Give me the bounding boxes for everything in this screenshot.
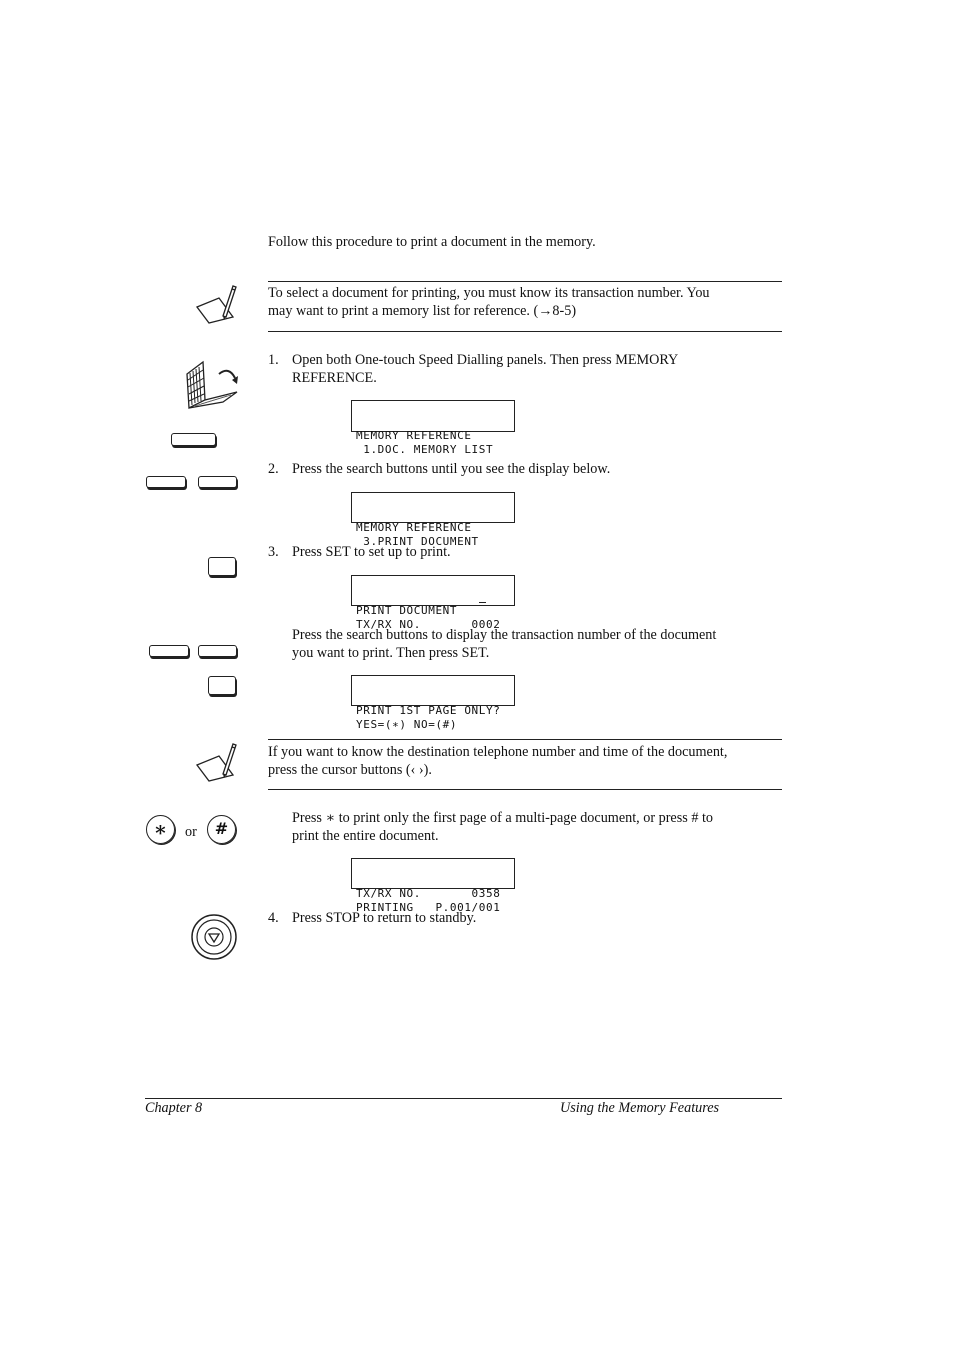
step3-sub-line1: Press the search buttons to display the transaction number of the document bbox=[292, 627, 717, 643]
lcd3-line1: PRINT DOCUMENT bbox=[356, 604, 458, 617]
or-label: or bbox=[185, 824, 197, 840]
step3-sub-text bbox=[292, 627, 782, 662]
step3-sub-line2: you want to print. Then press SET. bbox=[292, 644, 490, 661]
search-left-button-2 bbox=[149, 645, 189, 657]
step1-text bbox=[292, 352, 782, 387]
lcd4-line1: PRINT 1ST PAGE ONLY? bbox=[356, 704, 501, 717]
note1-text bbox=[268, 285, 782, 320]
step1-line2: REFERENCE. bbox=[292, 369, 377, 386]
lcd-display-1 bbox=[351, 400, 515, 456]
set-button-2 bbox=[208, 676, 236, 695]
lcd-display-4 bbox=[351, 675, 515, 731]
lcd2-line1: MEMORY REFERENCE bbox=[356, 521, 472, 534]
intro-text: Follow this procedure to print a document in the memory. bbox=[268, 234, 596, 250]
pencil-note-icon bbox=[193, 283, 239, 328]
note-top-rule bbox=[268, 281, 782, 282]
step1-line1: Open both One-touch Speed Dialling panels. Then press MEMORY bbox=[292, 352, 679, 368]
note1-line1: To select a document for printing, you must know its transaction number. You bbox=[268, 285, 710, 301]
search-right-button-2 bbox=[198, 645, 237, 657]
note2-bottom-rule bbox=[268, 789, 782, 790]
step3-number: 3. bbox=[268, 544, 279, 560]
stop-button-icon bbox=[191, 914, 239, 967]
lcd-display-3 bbox=[351, 575, 515, 631]
note2-line2: press the cursor buttons (‹ ›). bbox=[268, 761, 432, 778]
lcd3-line2: TX/RX NO. 0002 bbox=[356, 617, 501, 631]
set-button bbox=[208, 557, 236, 576]
memory-reference-button bbox=[171, 433, 216, 446]
note1-line2: may want to print a memory list for reference. (→8-5) bbox=[268, 302, 577, 319]
search-right-button bbox=[198, 476, 237, 488]
footer-section-title: Using the Memory Features bbox=[560, 1100, 720, 1116]
lcd-display-2 bbox=[351, 492, 515, 548]
step4-line1: Press STOP to return to standby. bbox=[292, 910, 477, 926]
star-hash-line2: print the entire document. bbox=[292, 827, 439, 844]
hash-key-icon bbox=[207, 815, 236, 844]
speed-dial-panel-icon bbox=[183, 356, 243, 415]
star-key-icon bbox=[146, 815, 175, 844]
lcd-cursor bbox=[479, 602, 486, 603]
star-hash-text bbox=[292, 810, 782, 845]
lcd2-line2: 3.PRINT DOCUMENT bbox=[356, 534, 479, 548]
lcd5-line1: TX/RX NO. 0358 bbox=[356, 887, 501, 900]
step3-line1: Press SET to set up to print. bbox=[292, 544, 451, 560]
hash-glyph: # bbox=[214, 819, 229, 838]
lcd4-line2: YES=(∗) NO=(#) bbox=[356, 717, 458, 731]
lcd5-line2: PRINTING P.001/001 bbox=[356, 900, 501, 914]
search-left-button bbox=[146, 476, 186, 488]
footer-chapter: Chapter 8 bbox=[145, 1100, 203, 1116]
note2-top-rule bbox=[268, 739, 782, 740]
pencil-note-icon-2 bbox=[193, 741, 239, 786]
lcd1-line2: 1.DOC. MEMORY LIST bbox=[356, 442, 494, 456]
lcd-display-5 bbox=[351, 858, 515, 914]
star-glyph: ∗ bbox=[153, 819, 168, 841]
footer-rule bbox=[145, 1098, 782, 1099]
step4-number: 4. bbox=[268, 910, 279, 926]
step2-line1: Press the search buttons until you see the display below. bbox=[292, 461, 611, 477]
note-bottom-rule bbox=[268, 331, 782, 332]
star-hash-line1: Press ∗ to print only the first page of a multi-page document, or press # to bbox=[292, 810, 713, 826]
note2-text bbox=[268, 744, 782, 779]
note2-line1: If you want to know the destination telephone number and time of the document, bbox=[268, 744, 728, 760]
step2-number: 2. bbox=[268, 461, 279, 477]
step1-number: 1. bbox=[268, 352, 279, 368]
lcd1-line1: MEMORY REFERENCE bbox=[356, 429, 472, 442]
